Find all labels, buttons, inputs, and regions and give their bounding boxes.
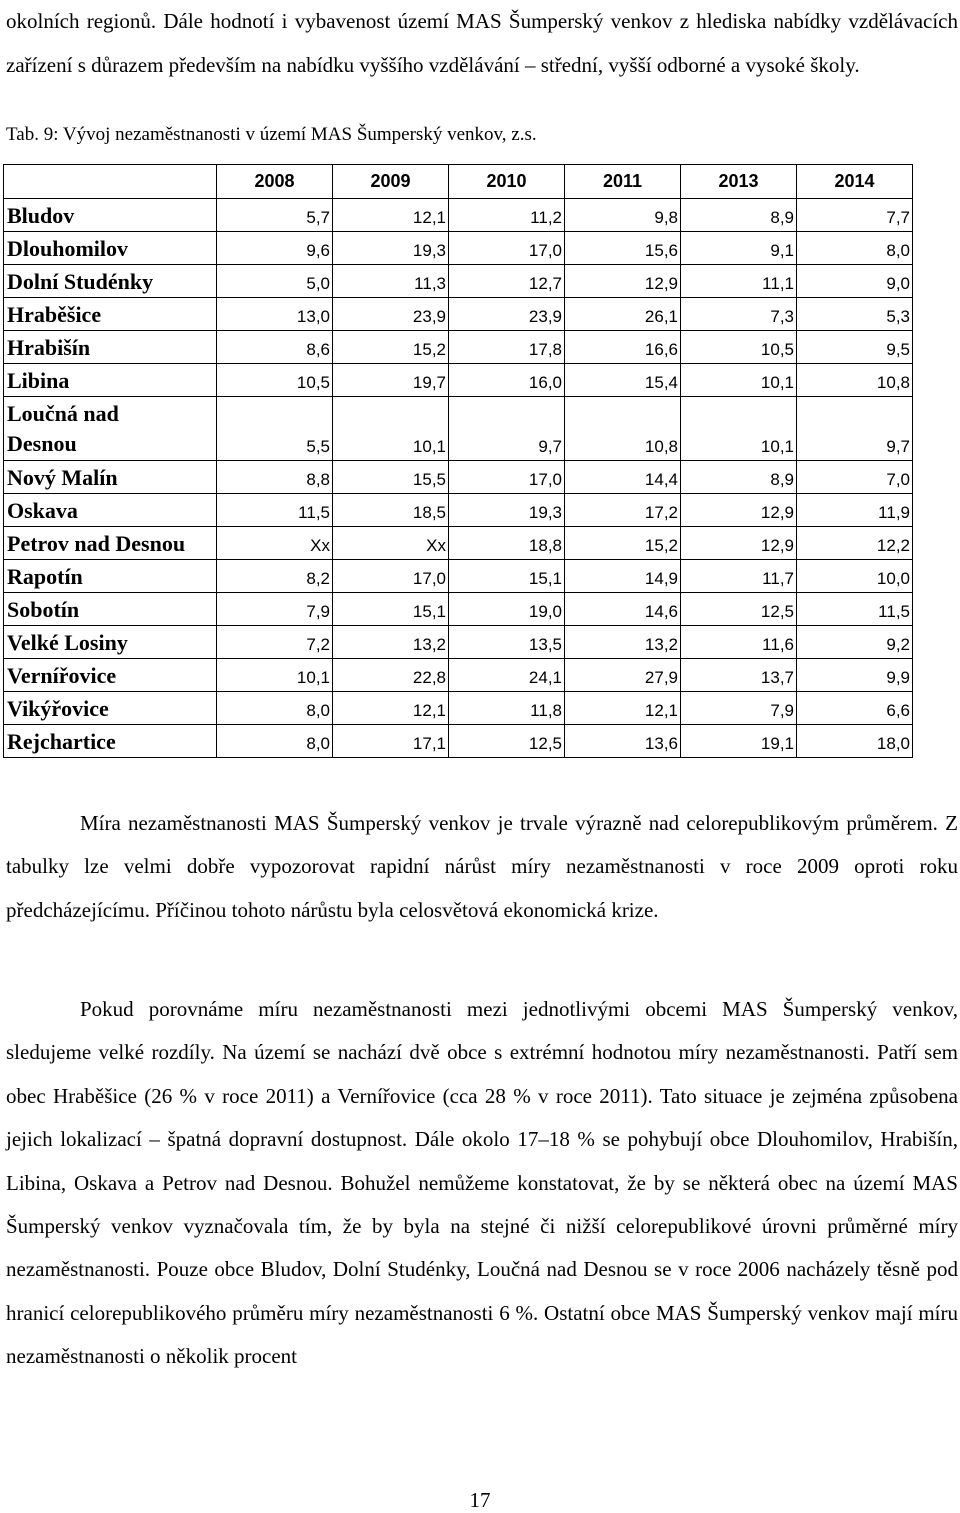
value-cell: 10,1 <box>217 659 333 692</box>
page-number: 17 <box>469 1488 491 1512</box>
value-cell: 18,8 <box>449 527 565 560</box>
municipality-name: Libina <box>4 364 217 397</box>
value-cell: 8,0 <box>217 725 333 758</box>
municipality-name-line: Desnou <box>7 431 77 456</box>
intro-text-block <box>6 0 958 87</box>
municipality-name: Petrov nad Desnou <box>4 527 217 560</box>
table-row <box>4 527 913 560</box>
municipality-name: Sobotín <box>4 593 217 626</box>
value-cell: 19,1 <box>681 725 797 758</box>
table-caption: Tab. 9: Vývoj nezaměstnanosti v území MAS Šumperský venkov, z.s. <box>6 124 537 145</box>
municipality-name: Velké Losiny <box>4 626 217 659</box>
value-cell: 17,0 <box>449 461 565 494</box>
intro-paragraph: okolních regionů. Dále hodnotí i vybavenost území MAS Šumperský venkov z hlediska nabídky vzdělávacích zařízení s důrazem především na nabídku vyššího vzdělávání – střední, vyšší odborné a vysoké školy. <box>6 9 958 77</box>
value-cell: 17,2 <box>565 494 681 527</box>
municipality-name-line: Loučná nad <box>7 401 119 426</box>
header-cell: 2013 <box>681 165 797 199</box>
value-cell: 11,5 <box>217 494 333 527</box>
value-cell: 9,9 <box>797 659 913 692</box>
value-cell: 14,6 <box>565 593 681 626</box>
value-cell: 23,9 <box>333 298 449 331</box>
table-row <box>4 692 913 725</box>
analysis-paragraph-2-block <box>6 988 958 1379</box>
value-cell: 17,0 <box>449 232 565 265</box>
value-cell: 10,8 <box>565 397 681 461</box>
value-cell: 13,5 <box>449 626 565 659</box>
table-row <box>4 725 913 758</box>
value-cell: 8,6 <box>217 331 333 364</box>
table-row <box>4 298 913 331</box>
value-cell: 15,1 <box>333 593 449 626</box>
value-cell: 13,2 <box>565 626 681 659</box>
value-cell: 11,2 <box>449 199 565 232</box>
table-row <box>4 593 913 626</box>
value-cell: 9,7 <box>449 397 565 461</box>
table-row <box>4 560 913 593</box>
value-cell: 8,0 <box>797 232 913 265</box>
header-cell <box>4 165 217 199</box>
value-cell: 27,9 <box>565 659 681 692</box>
value-cell: 14,9 <box>565 560 681 593</box>
value-cell: 12,5 <box>681 593 797 626</box>
table-row <box>4 494 913 527</box>
value-cell: 14,4 <box>565 461 681 494</box>
value-cell: 8,9 <box>681 461 797 494</box>
value-cell: 13,7 <box>681 659 797 692</box>
value-cell: 5,5 <box>217 397 333 461</box>
value-cell: 7,3 <box>681 298 797 331</box>
header-cell: 2014 <box>797 165 913 199</box>
value-cell: 15,4 <box>565 364 681 397</box>
value-cell: 7,9 <box>217 593 333 626</box>
value-cell: 12,1 <box>333 692 449 725</box>
header-cell: 2010 <box>449 165 565 199</box>
value-cell: 8,9 <box>681 199 797 232</box>
value-cell: 18,0 <box>797 725 913 758</box>
value-cell: 11,9 <box>797 494 913 527</box>
table-row <box>4 397 913 461</box>
value-cell: 19,7 <box>333 364 449 397</box>
value-cell: 6,6 <box>797 692 913 725</box>
value-cell: 18,5 <box>333 494 449 527</box>
value-cell: 17,8 <box>449 331 565 364</box>
value-cell: 12,5 <box>449 725 565 758</box>
value-cell: 11,7 <box>681 560 797 593</box>
municipality-name: Dlouhomilov <box>4 232 217 265</box>
value-cell: 11,1 <box>681 265 797 298</box>
value-cell: 10,1 <box>681 364 797 397</box>
municipality-name: Vernířovice <box>4 659 217 692</box>
value-cell: 16,0 <box>449 364 565 397</box>
value-cell: 15,2 <box>565 527 681 560</box>
value-cell: 12,1 <box>565 692 681 725</box>
table-row <box>4 331 913 364</box>
value-cell: 12,9 <box>565 265 681 298</box>
value-cell: Xx <box>217 527 333 560</box>
value-cell: 13,0 <box>217 298 333 331</box>
analysis-paragraph: Míra nezaměstnanosti MAS Šumperský venkov je trvale výrazně nad celorepublikovým průměrem. Z tabulky lze velmi dobře vypozorovat rapidní nárůst míry nezaměstnanosti v roce 2009 oproti roku předcházejícímu. Příčinou tohoto nárůstu byla celosvětová ekonomická krize. <box>6 811 958 922</box>
header-cell: 2008 <box>217 165 333 199</box>
value-cell: 12,7 <box>449 265 565 298</box>
table-row <box>4 659 913 692</box>
table-row <box>4 364 913 397</box>
value-cell: 10,5 <box>681 331 797 364</box>
value-cell: 7,2 <box>217 626 333 659</box>
table-header-row <box>4 165 913 199</box>
municipality-name: Bludov <box>4 199 217 232</box>
municipality-name: Hrabišín <box>4 331 217 364</box>
value-cell: 17,1 <box>333 725 449 758</box>
value-cell: 17,0 <box>333 560 449 593</box>
municipality-name: Dolní Studénky <box>4 265 217 298</box>
value-cell: 12,1 <box>333 199 449 232</box>
value-cell: 10,0 <box>797 560 913 593</box>
value-cell: 7,9 <box>681 692 797 725</box>
value-cell: 10,1 <box>333 397 449 461</box>
municipality-name <box>4 397 217 461</box>
value-cell: Xx <box>333 527 449 560</box>
municipality-name: Oskava <box>4 494 217 527</box>
value-cell: 8,8 <box>217 461 333 494</box>
value-cell: 7,7 <box>797 199 913 232</box>
value-cell: 23,9 <box>449 298 565 331</box>
value-cell: 12,2 <box>797 527 913 560</box>
value-cell: 15,6 <box>565 232 681 265</box>
value-cell: 11,3 <box>333 265 449 298</box>
value-cell: 9,8 <box>565 199 681 232</box>
value-cell: 8,0 <box>217 692 333 725</box>
table-row <box>4 626 913 659</box>
value-cell: 22,8 <box>333 659 449 692</box>
value-cell: 9,6 <box>217 232 333 265</box>
value-cell: 9,1 <box>681 232 797 265</box>
value-cell: 5,3 <box>797 298 913 331</box>
analysis-paragraph: Pokud porovnáme míru nezaměstnanosti mezi jednotlivými obcemi MAS Šumperský venkov, sledujeme velké rozdíly. Na území se nachází dvě obce s extrémní hodnotou míry nezaměstnanosti. Patří sem obec Hraběšice (26 % v roce 2011) a Vernířovice (cca 28 % v roce 2011). Tato situace je zejména způsobena jejich lokalizací – špatná dopravní dostupnost. Dále okolo 17–18 % se pohybují obce Dlouhomilov, Hrabišín, Libina, Oskava a Petrov nad Desnou. Bohužel nemůžeme konstatovat, že by se některá obec na území MAS Šumperský venkov vyznačovala tím, že by byla na stejné či nižší celorepublikové úrovni průměrné míry nezaměstnanosti. Pouze obce Bludov, Dolní Studénky, Loučná nad Desnou se v roce 2006 nacházely těsně pod hranicí celorepublikového průměru míry nezaměstnanosti 6 %. Ostatní obce MAS Šumperský venkov mají míru nezaměstnanosti o několik procent <box>6 997 958 1369</box>
table-row <box>4 461 913 494</box>
municipality-name: Nový Malín <box>4 461 217 494</box>
municipality-name: Rejchartice <box>4 725 217 758</box>
value-cell: 24,1 <box>449 659 565 692</box>
value-cell: 13,2 <box>333 626 449 659</box>
value-cell: 9,0 <box>797 265 913 298</box>
value-cell: 10,8 <box>797 364 913 397</box>
value-cell: 15,2 <box>333 331 449 364</box>
value-cell: 19,0 <box>449 593 565 626</box>
value-cell: 12,9 <box>681 527 797 560</box>
value-cell: 19,3 <box>333 232 449 265</box>
municipality-name: Vikýřovice <box>4 692 217 725</box>
value-cell: 11,8 <box>449 692 565 725</box>
table-row <box>4 199 913 232</box>
value-cell: 9,5 <box>797 331 913 364</box>
analysis-paragraph-1-block <box>6 802 958 932</box>
value-cell: 26,1 <box>565 298 681 331</box>
value-cell: 11,5 <box>797 593 913 626</box>
value-cell: 12,9 <box>681 494 797 527</box>
value-cell: 16,6 <box>565 331 681 364</box>
header-cell: 2011 <box>565 165 681 199</box>
unemployment-table <box>3 164 913 758</box>
value-cell: 5,0 <box>217 265 333 298</box>
value-cell: 5,7 <box>217 199 333 232</box>
municipality-name: Hraběšice <box>4 298 217 331</box>
value-cell: 15,5 <box>333 461 449 494</box>
value-cell: 9,7 <box>797 397 913 461</box>
value-cell: 10,1 <box>681 397 797 461</box>
header-cell: 2009 <box>333 165 449 199</box>
value-cell: 19,3 <box>449 494 565 527</box>
value-cell: 9,2 <box>797 626 913 659</box>
value-cell: 7,0 <box>797 461 913 494</box>
value-cell: 11,6 <box>681 626 797 659</box>
value-cell: 15,1 <box>449 560 565 593</box>
table-row <box>4 265 913 298</box>
table-row <box>4 232 913 265</box>
value-cell: 13,6 <box>565 725 681 758</box>
value-cell: 10,5 <box>217 364 333 397</box>
value-cell: 8,2 <box>217 560 333 593</box>
municipality-name: Rapotín <box>4 560 217 593</box>
